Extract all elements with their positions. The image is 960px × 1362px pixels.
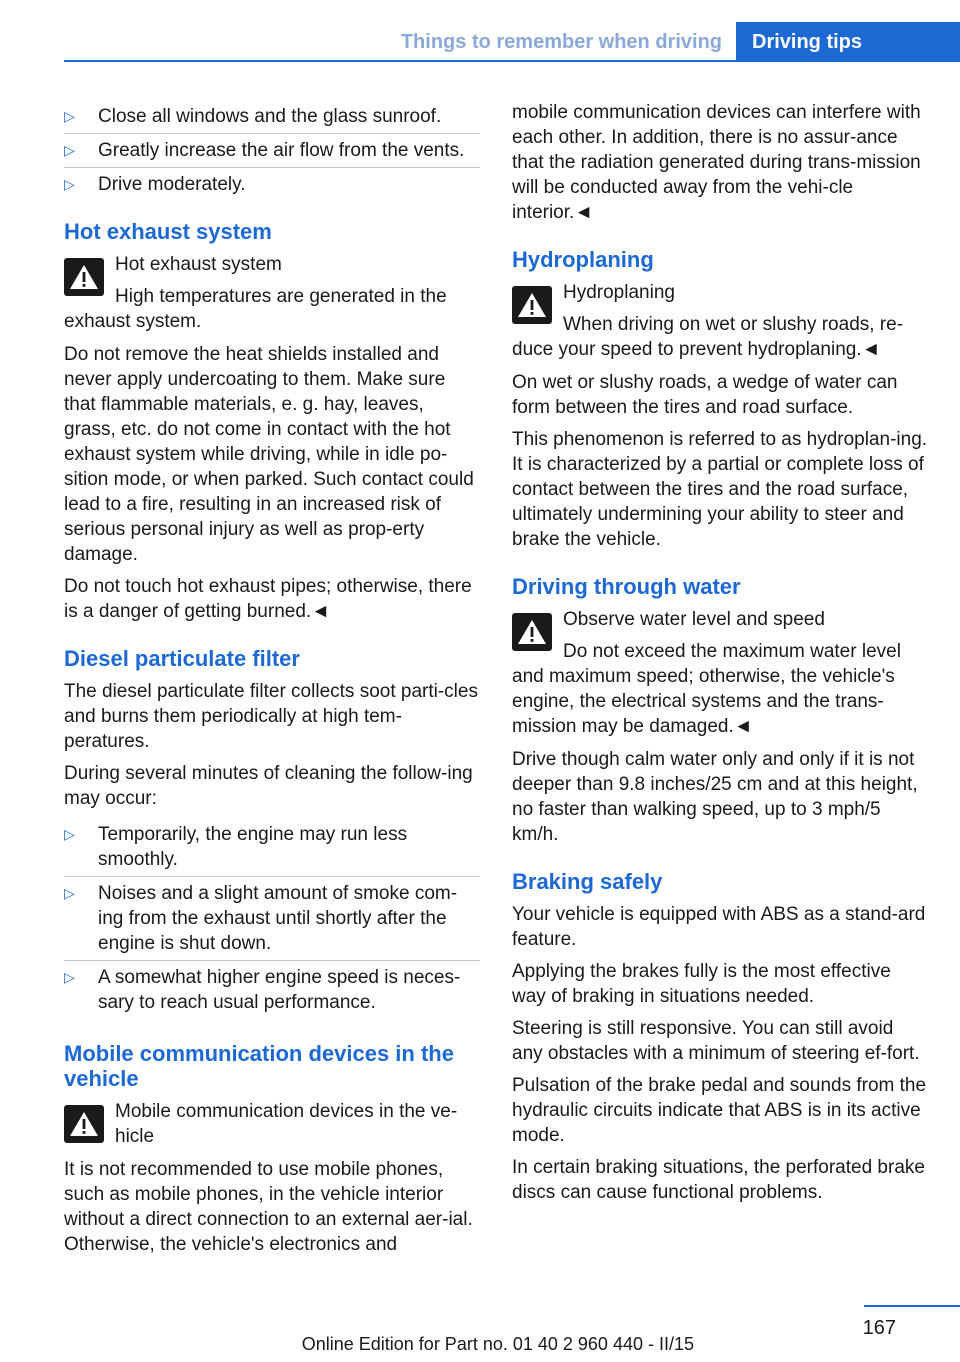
triangle-right-icon: ▷ — [64, 826, 75, 842]
list-item: ▷ A somewhat higher engine speed is neces-sary to reach usual performance. — [64, 960, 480, 1019]
triangle-right-icon: ▷ — [64, 176, 75, 192]
page-number: 167 — [862, 1317, 896, 1339]
warning-title: Observe water level and speed — [563, 609, 825, 630]
warning-title: Hydroplaning — [563, 282, 675, 303]
warning-water-level — [512, 607, 928, 739]
warning-title: Mobile communication devices in the ve-hicle — [115, 1101, 458, 1147]
header-chapter-tab: Driving tips — [736, 22, 960, 62]
heading-diesel-filter: Diesel particulate filter — [64, 646, 300, 671]
triangle-right-icon: ▷ — [64, 969, 75, 985]
heading-mobile-devices: Mobile communication devices in the vehicle — [64, 1041, 454, 1091]
footer-edition: Online Edition for Part no. 01 40 2 960 440 - II/15 — [301, 1334, 694, 1354]
paragraph: On wet or slushy roads, a wedge of water can form between the tires and road surface. — [512, 372, 898, 418]
paragraph: During several minutes of cleaning the follow-ing may occur: — [64, 763, 473, 809]
paragraph: mobile communication devices can interfere with each other. In addition, there is no assur-ance that the radiation generated during trans-mission will be conducted away from the vehi-cle interior.◄ — [512, 102, 921, 223]
paragraph: Your vehicle is equipped with ABS as a stand-ard feature. — [512, 904, 926, 950]
paragraph: Steering is still responsive. You can still avoid any obstacles with a minimum of steering ef-fort. — [512, 1018, 920, 1064]
triangle-right-icon: ▷ — [64, 142, 75, 158]
paragraph: Drive though calm water only and only if it is not deeper than 9.8 inches/25 cm and at this height, no faster than walking speed, up to 3 mph/5 km/h. — [512, 749, 918, 845]
warning-title: Hot exhaust system — [115, 254, 282, 275]
warning-triangle-icon — [512, 286, 552, 324]
warning-text: Do not exceed the maximum water level and maximum speed; otherwise, the vehicle's engine, the electrical systems and the trans-mission may be damaged.◄ — [512, 641, 901, 737]
diesel-effects-list — [64, 818, 480, 1019]
warning-text: High temperatures are generated in the exhaust system. — [64, 286, 447, 332]
heading-braking-safely: Braking safely — [512, 869, 663, 894]
list-item: ▷ Drive moderately. — [64, 167, 480, 201]
paragraph: It is not recommended to use mobile phones, such as mobile phones, in the vehicle interior without a direct connection to an external aer-ial. Otherwise, the vehicle's electronics and — [64, 1159, 473, 1255]
list-item: ▷ Close all windows and the glass sunroof. — [64, 106, 442, 127]
list-item: ▷ Noises and a slight amount of smoke com-ing from the exhaust until shortly after the engine is shut down. — [64, 876, 480, 960]
list-item: ▷ Greatly increase the air flow from the vents. — [64, 133, 480, 167]
warning-triangle-icon — [64, 1105, 104, 1143]
paragraph: This phenomenon is referred to as hydroplan-ing. It is characterized by a partial or complete loss of contact between the tires and the road surface, ultimately undermining your ability to steer and brake the vehicle. — [512, 429, 928, 550]
right-column — [512, 100, 928, 1212]
ventilation-list — [64, 100, 480, 201]
warning-text: When driving on wet or slushy roads, re-duce your speed to prevent hydroplaning.◄ — [512, 314, 904, 360]
heading-hydroplaning: Hydroplaning — [512, 247, 654, 272]
warning-hydroplaning — [512, 280, 928, 362]
paragraph: The diesel particulate filter collects soot parti-cles and burns them periodically at high tem-peratures. — [64, 681, 478, 752]
heading-driving-through-water: Driving through water — [512, 574, 741, 599]
warning-triangle-icon — [64, 258, 104, 296]
heading-hot-exhaust: Hot exhaust system — [64, 219, 272, 244]
left-column — [64, 100, 480, 1264]
list-item: ▷ Temporarily, the engine may run less smoothly. — [64, 824, 408, 870]
page-header — [64, 0, 960, 62]
paragraph: Do not touch hot exhaust pipes; otherwise, there is a danger of getting burned.◄ — [64, 576, 472, 622]
warning-triangle-icon — [512, 613, 552, 651]
paragraph: Applying the brakes fully is the most effective way of braking in situations needed. — [512, 961, 891, 1007]
warning-hot-exhaust — [64, 252, 480, 334]
triangle-right-icon: ▷ — [64, 885, 75, 901]
header-section-label: Things to remember when driving — [400, 31, 722, 53]
paragraph: In certain braking situations, the perforated brake discs can cause functional problems. — [512, 1157, 925, 1203]
footer-rule — [864, 1305, 960, 1307]
triangle-right-icon: ▷ — [64, 108, 75, 124]
paragraph: Do not remove the heat shields installed and never apply undercoating to them. Make sure that flammable materials, e. g. hay, leaves, grass, etc. do not come in contact with the hot exhaust system while driving, while in idle po-sition mode, or when parked. Such contact could lead to a fire, resulting in an increased risk of serious personal injury as well as prop-erty damage. — [64, 344, 474, 565]
paragraph: Pulsation of the brake pedal and sounds from the hydraulic circuits indicate that ABS is in its active mode. — [512, 1075, 927, 1146]
warning-mobile-devices — [64, 1099, 480, 1149]
